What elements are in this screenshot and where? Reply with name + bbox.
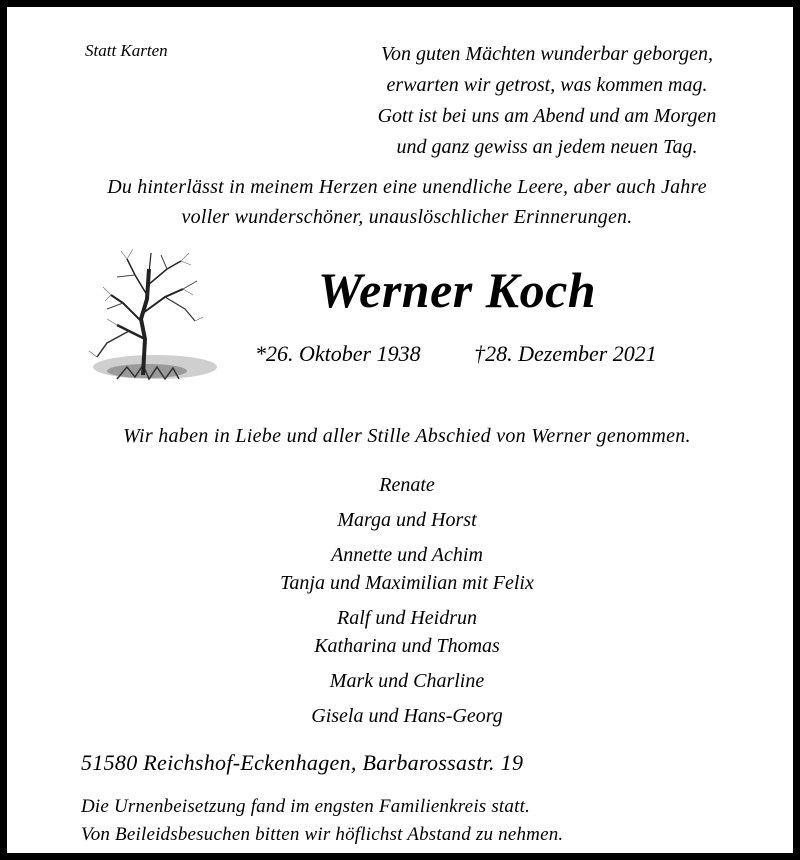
poem-line: erwarten wir getrost, was kommen mag.: [386, 74, 708, 96]
deceased-name: Werner Koch: [317, 262, 597, 318]
poem-line: Gott ist bei uns am Abend und am Morgen: [377, 105, 717, 127]
quote-line: Du hinterlässt in meinem Herzen eine unendliche Leere, aber auch Jahre: [107, 176, 707, 198]
quote-line: voller wunderschöner, unauslöschlicher Erinnerungen.: [181, 206, 633, 228]
family-member: Tanja und Maximilian mit Felix: [280, 572, 534, 594]
poem-line: Von guten Mächten wunderbar geborgen,: [381, 43, 713, 65]
family-group: [157, 506, 657, 534]
note-line: Von Beileidsbesuchen bitten wir höflichst Abstand zu nehmen.: [81, 824, 564, 845]
family-group: [157, 471, 657, 499]
farewell-text: Wir haben in Liebe und aller Stille Abschied von Werner genommen.: [123, 425, 691, 447]
note-line: Die Urnenbeisetzung fand im engsten Familienkreis statt.: [81, 796, 531, 817]
family-group: [157, 604, 657, 660]
family-member: Ralf und Heidrun: [337, 607, 477, 629]
family-list: [157, 471, 657, 737]
family-group: [157, 702, 657, 730]
poem: [337, 39, 757, 163]
death-date: †28. Dezember 2021: [474, 341, 657, 366]
life-dates: [255, 341, 675, 367]
family-member: Annette und Achim: [331, 544, 483, 566]
memorial-quote: [47, 172, 767, 232]
statt-karten-label: Statt Karten: [85, 41, 168, 60]
birth-date: *26. Oktober 1938: [255, 341, 421, 366]
family-member: Katharina und Thomas: [314, 635, 500, 657]
bare-tree-icon: [77, 239, 217, 399]
address: 51580 Reichshof-Eckenhagen, Barbarossastr. 19: [81, 750, 524, 775]
family-member: Renate: [379, 474, 435, 496]
closing-notes: [81, 793, 563, 849]
family-member: Mark und Charline: [329, 670, 485, 692]
poem-line: und ganz gewiss an jedem neuen Tag.: [396, 136, 698, 158]
family-member: Marga und Horst: [337, 509, 477, 531]
family-group: [157, 541, 657, 597]
family-member: Gisela und Hans-Georg: [311, 705, 503, 727]
family-group: [157, 667, 657, 695]
